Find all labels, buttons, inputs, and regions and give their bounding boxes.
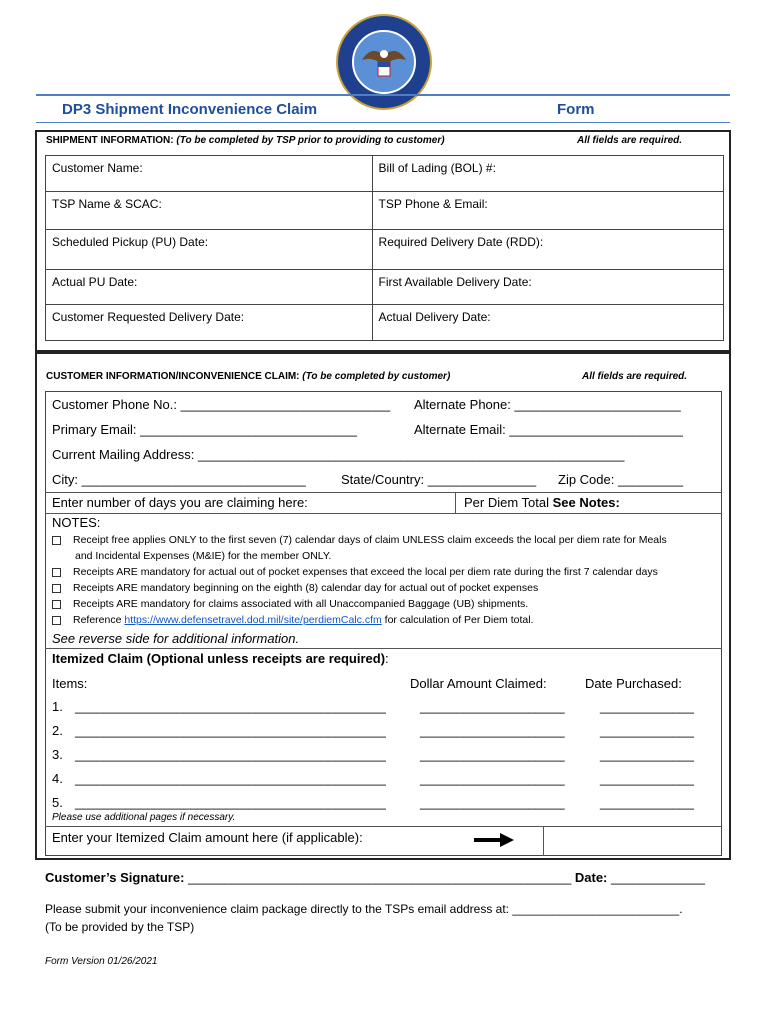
title-rule-top — [36, 94, 730, 96]
item-amount-field[interactable]: ____________________ — [420, 699, 565, 714]
form-title-suffix: Form — [557, 101, 595, 118]
customer-heading-label: CUSTOMER INFORMATION/INCONVENIENCE CLAIM: — [46, 371, 300, 382]
shipment-field[interactable]: First Available Delivery Date: — [372, 270, 723, 305]
days-claimed-label: Enter number of days you are claiming here: — [52, 495, 308, 510]
signature-date-field[interactable]: _____________ — [611, 870, 706, 885]
divider — [45, 648, 722, 649]
shipment-field[interactable]: TSP Phone & Email: — [372, 192, 723, 230]
note-item: Receipts ARE mandatory for actual out of pocket expenses that exceed the local per diem rate during the first 7 calendar days — [52, 564, 720, 580]
shipment-heading-label: SHIPMENT INFORMATION: — [46, 135, 174, 146]
date-column-header: Date Purchased: — [585, 676, 682, 691]
shipment-heading — [46, 135, 445, 146]
shipment-field[interactable]: TSP Name & SCAC: — [46, 192, 373, 230]
item-number: 2. — [52, 723, 63, 738]
shipment-field[interactable]: Customer Requested Delivery Date: — [46, 305, 373, 341]
form-title: DP3 Shipment Inconvenience Claim — [62, 101, 318, 118]
per-diem-total-field[interactable]: Per Diem Total See Notes: — [464, 495, 620, 510]
shipment-row — [46, 230, 724, 270]
arrow-right-icon — [474, 833, 514, 847]
per-diem-calculator-link[interactable]: https://www.defensetravel.dod.mil/site/perdiemCalc.cfm — [124, 614, 382, 626]
customer-heading-note: (To be completed by customer) — [302, 371, 451, 382]
notes-title: NOTES: — [52, 515, 101, 530]
signature-date-label: Date: — [574, 870, 608, 885]
checkbox-icon[interactable] — [52, 584, 61, 593]
itemized-total-input[interactable] — [545, 828, 720, 854]
signature-row — [45, 870, 705, 885]
itemized-total-label: Enter your Itemized Claim amount here (if applicable): — [52, 830, 363, 845]
primary-email-field[interactable]: Primary Email: ______________________________ — [52, 422, 358, 437]
shipment-heading-note: (To be completed by TSP prior to providing to customer) — [176, 135, 445, 146]
divider — [543, 826, 544, 856]
item-amount-field[interactable]: ____________________ — [420, 723, 565, 738]
item-amount-field[interactable]: ____________________ — [420, 795, 565, 810]
divider — [45, 492, 722, 493]
item-description-field[interactable]: ___________________________________________ — [75, 747, 386, 762]
mailing-address-field[interactable]: Current Mailing Address: ___________________________________________________________ — [52, 447, 625, 462]
item-date-field[interactable]: _____________ — [600, 771, 694, 786]
additional-pages-note: Please use additional pages if necessary. — [52, 812, 236, 823]
signature-field[interactable]: _____________________________________________________ — [188, 870, 572, 885]
itemized-claim-heading: Itemized Claim (Optional unless receipts are required): — [52, 651, 389, 666]
item-date-field[interactable]: _____________ — [600, 699, 694, 714]
form-version: Form Version 01/26/2021 — [45, 956, 158, 967]
alternate-email-field[interactable]: Alternate Email: ________________________ — [414, 422, 683, 437]
notes-list — [52, 532, 720, 628]
note-item-reference: Reference https://www.defensetravel.dod.mil/site/perdiemCalc.cfm for calculation of Per Diem total. — [52, 612, 720, 628]
item-number: 5. — [52, 795, 63, 810]
divider — [455, 492, 456, 513]
alternate-phone-field[interactable]: Alternate Phone: _______________________ — [414, 397, 681, 412]
note-item: Receipts ARE mandatory for claims associated with all Unaccompanied Baggage (UB) shipments. — [52, 596, 720, 612]
item-date-field[interactable]: _____________ — [600, 747, 694, 762]
shipment-info-table — [45, 155, 724, 341]
item-date-field[interactable]: _____________ — [600, 795, 694, 810]
shipment-field[interactable]: Customer Name: — [46, 156, 373, 192]
items-column-header: Items: — [52, 676, 88, 691]
city-field[interactable]: City: _______________________________ — [52, 472, 306, 487]
divider — [45, 826, 722, 827]
shipment-required-note: All fields are required. — [577, 135, 683, 146]
checkbox-icon[interactable] — [52, 536, 61, 545]
shipment-row — [46, 192, 724, 230]
customer-required-note: All fields are required. — [582, 371, 688, 382]
tsp-provided-note: (To be provided by the TSP) — [45, 920, 195, 934]
shipment-field[interactable]: Required Delivery Date (RDD): — [372, 230, 723, 270]
submit-instructions: Please submit your inconvenience claim package directly to the TSPs email address at: _________________________. — [45, 902, 683, 916]
shipment-field[interactable]: Bill of Lading (BOL) #: — [372, 156, 723, 192]
item-description-field[interactable]: ___________________________________________ — [75, 699, 386, 714]
item-number: 3. — [52, 747, 63, 762]
checkbox-icon[interactable] — [52, 616, 61, 625]
shipment-row — [46, 156, 724, 192]
signature-label: Customer’s Signature: — [45, 870, 185, 885]
amount-column-header: Dollar Amount Claimed: — [410, 676, 547, 691]
item-description-field[interactable]: ___________________________________________ — [75, 723, 386, 738]
customer-phone-field[interactable]: Customer Phone No.: _____________________________ — [52, 397, 391, 412]
item-description-field[interactable]: ___________________________________________ — [75, 771, 386, 786]
note-item: Receipts ARE mandatory beginning on the eighth (8) calendar day for actual out of pocket expenses — [52, 580, 720, 596]
item-description-field[interactable]: ___________________________________________ — [75, 795, 386, 810]
customer-heading — [46, 371, 450, 382]
shipment-field[interactable]: Actual PU Date: — [46, 270, 373, 305]
checkbox-icon[interactable] — [52, 600, 61, 609]
eagle-emblem — [352, 30, 416, 94]
shipment-field[interactable]: Scheduled Pickup (PU) Date: — [46, 230, 373, 270]
reverse-side-note: See reverse side for additional information. — [52, 631, 300, 646]
divider — [45, 513, 722, 514]
item-number: 4. — [52, 771, 63, 786]
shipment-field[interactable]: Actual Delivery Date: — [372, 305, 723, 341]
item-amount-field[interactable]: ____________________ — [420, 771, 565, 786]
shipment-row — [46, 305, 724, 341]
note-item-continued: and Incidental Expenses (M&IE) for the member ONLY. — [75, 550, 332, 562]
state-country-field[interactable]: State/Country: _______________ — [341, 472, 537, 487]
checkbox-icon[interactable] — [52, 568, 61, 577]
note-item: Receipt free applies ONLY to the first seven (7) calendar days of claim UNLESS claim exceeds the local per diem rate for Meals — [52, 532, 720, 548]
eagle-icon — [354, 32, 414, 92]
item-amount-field[interactable]: ____________________ — [420, 747, 565, 762]
item-number: 1. — [52, 699, 63, 714]
item-date-field[interactable]: _____________ — [600, 723, 694, 738]
zip-code-field[interactable]: Zip Code: _________ — [558, 472, 684, 487]
shipment-row — [46, 270, 724, 305]
title-rule-bottom — [36, 122, 730, 123]
